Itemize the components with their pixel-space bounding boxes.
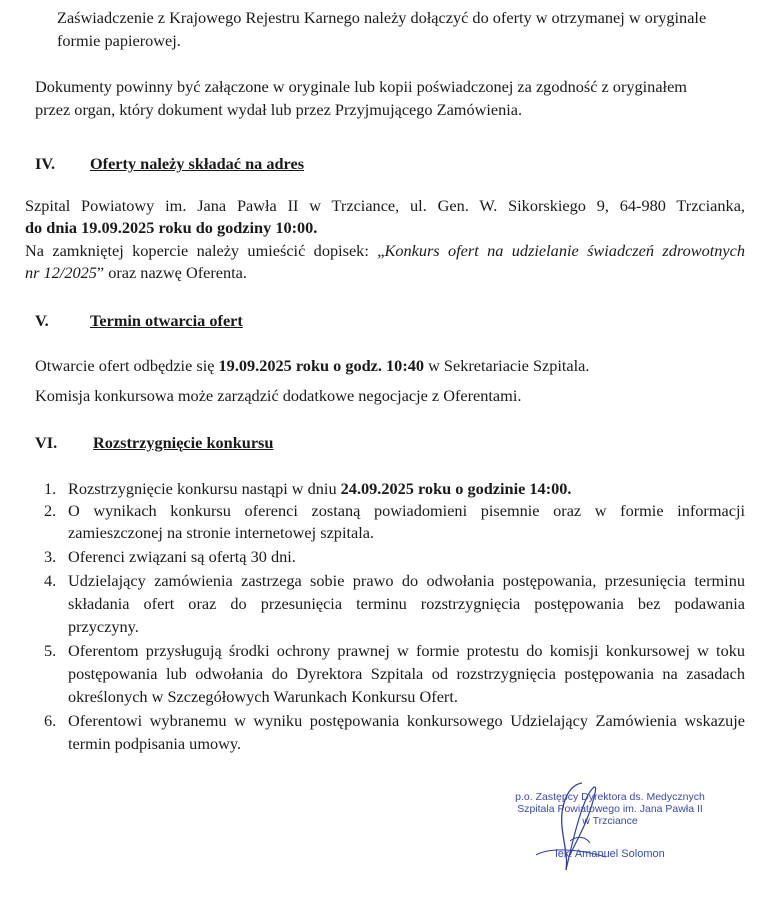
deadline: do dnia 19.09.2025 roku do godziny 10:00. [25,218,318,237]
section-vi-title: Rozstrzygnięcie konkursu [93,433,274,452]
envelope-quote-number: nr 12/2025 [25,263,97,282]
section-iv-heading [35,153,435,175]
krk-certificate-line-2: formie papierowej. [57,31,181,50]
list-item-line: Oferenci związani są ofertą 30 dni. [68,547,296,566]
list-item-number: 4. [44,571,57,590]
signatory-name: lek. Amanuel Solomon [555,848,665,860]
envelope-line-2 [25,262,247,284]
envelope-text: Na zamkniętej kopercie należy umieścić dopisek: „ [25,241,385,260]
section-v-heading [35,310,435,332]
section-v-number: V. [35,311,49,330]
section-vi-number: VI. [35,433,58,452]
envelope-quote: Konkurs ofert na udzielanie świadczeń zdrowotnych [384,241,745,260]
opening-text: Otwarcie ofert odbędzie się [35,356,219,375]
list-item-line: określonych w Szczegółowych Warunkach Konkursu Ofert. [68,687,458,706]
list-item-line: Oferentom przysługują środki ochrony prawnej w formie protestu do komisji konkursowej w toku [68,641,745,660]
list-item-number: 2. [44,501,57,520]
section-iv-number: IV. [35,154,56,173]
documents-line-1: Dokumenty powinny być załączone w oryginale lub kopii poświadczonej za zgodność z oryginałem [35,77,687,96]
list-item-number: 1. [44,479,57,498]
list-item-line: termin podpisania umowy. [68,734,242,753]
list-item-line: postępowania lub odwołania do Dyrektora Szpitala od rozstrzygnięcia postępowania na zasadach [68,664,745,683]
signature-stamp [470,775,740,875]
address-line: Szpital Powiatowy im. Jana Pawła II w Trzciance, ul. Gen. W. Sikorskiego 9, 64-980 Trzcianka, [25,196,745,215]
list-item-line: Udzielający zamówienia zastrzega sobie prawo do odwołania postępowania, przesunięcia terminu [68,571,745,590]
section-v-title: Termin otwarcia ofert [90,311,243,330]
list-item [68,478,571,500]
resolution-date: 24.09.2025 roku o godzinie 14:00. [340,479,572,498]
section-iv-title: Oferty należy składać na adres [90,154,305,173]
opening-line [35,355,589,377]
list-item-line: zamieszczonej na stronie internetowej szpitala. [68,523,375,542]
krk-certificate-line-1: Zaświadczenie z Krajowego Rejestru Karnego należy dołączyć do oferty w otrzymanej w oryginale [57,8,707,27]
list-item-number: 3. [44,547,57,566]
list-item-text: Rozstrzygnięcie konkursu nastąpi w dniu [68,479,341,498]
section-vi-heading [35,432,435,454]
opening-place: w Sekretariacie Szpitala. [424,356,590,375]
list-item-number: 6. [44,711,57,730]
documents-line-2: przez organ, który dokument wydał lub przez Przyjmującego Zamówienia. [35,100,523,119]
stamp-line-1: p.o. Zastępcy Dyrektora ds. Medycznych [515,791,705,803]
negotiation-line: Komisja konkursowa może zarządzić dodatkowe negocjacje z Oferentami. [35,386,522,405]
deadline-line [25,217,317,239]
list-item-line: przyczyny. [68,617,139,636]
list-item-line: składania ofert oraz do przesunięcia terminu rozstrzygnięcia postępowania bez podawania [68,594,745,613]
list-item-number: 5. [44,641,57,660]
opening-date: 19.09.2025 roku o godz. 10:40 [218,356,425,375]
stamp-line-2: Szpitala Powiatowego im. Jana Pawła II [517,803,703,815]
list-item-line: O wynikach konkursu oferenci zostaną powiadomieni pisemnie oraz w formie informacji [68,501,745,520]
list-item-line: Oferentowi wybranemu w wyniku postępowania konkursowego Udzielający Zamówienia wskazuje [68,711,745,730]
stamp-line-3: w Trzciance [582,815,638,827]
envelope-line-1 [25,240,745,262]
envelope-text-end: ” oraz nazwę Oferenta. [96,263,247,282]
